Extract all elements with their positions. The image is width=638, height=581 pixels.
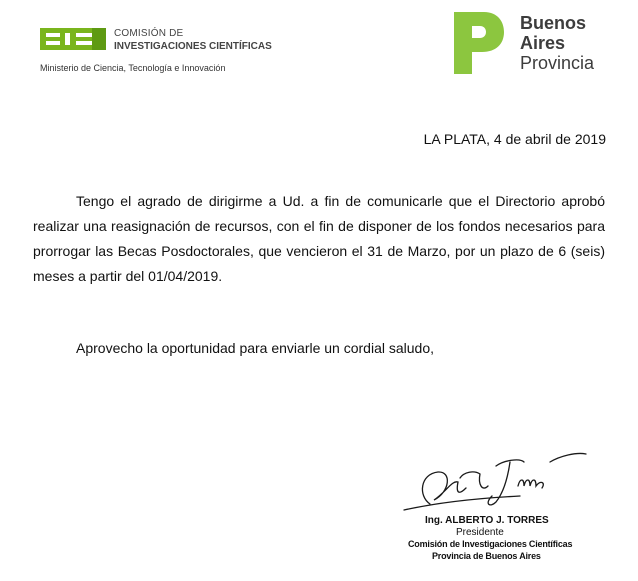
signatory-org-line1: Comisión de Investigaciones Científicas (408, 539, 573, 549)
dateline: LA PLATA, 4 de abril de 2019 (423, 131, 606, 147)
cic-subtitle: Ministerio de Ciencia, Tecnología e Innovación (40, 63, 226, 73)
ba-logo-line3: Provincia (520, 53, 595, 73)
closing-line: Aprovecho la oportunidad para enviarle un cordial saludo, (76, 340, 435, 356)
cic-title-line2: INVESTIGACIONES CIENTÍFICAS (114, 41, 272, 52)
ba-logo-line2: Aires (520, 33, 566, 53)
signatory-role: Presidente (456, 527, 504, 538)
cic-title-line1: COMISIÓN DE (114, 28, 184, 39)
buenos-aires-logo (450, 8, 620, 78)
ba-logo-line1: Buenos (520, 13, 587, 33)
body-paragraph: Tengo el agrado de dirigirme a Ud. a fin de comunicarle que el Directorio aprobó realizar una reasignación de recursos, con el fin de disponer de los fondos necesarios para prorrogar las Becas Posdoctorales, que vencieron el 31 de Marzo, por un plazo de 6 (seis) meses a partir del 01/04/2019. (33, 193, 605, 284)
cic-logo-mark (40, 28, 106, 50)
handwritten-signature (400, 452, 590, 512)
buenos-aires-logo-mark (450, 8, 506, 76)
signatory-name: Ing. ALBERTO J. TORRES (425, 515, 549, 526)
signatory-org-line2: Provincia de Buenos Aires (432, 551, 541, 561)
cic-logo (40, 24, 270, 76)
